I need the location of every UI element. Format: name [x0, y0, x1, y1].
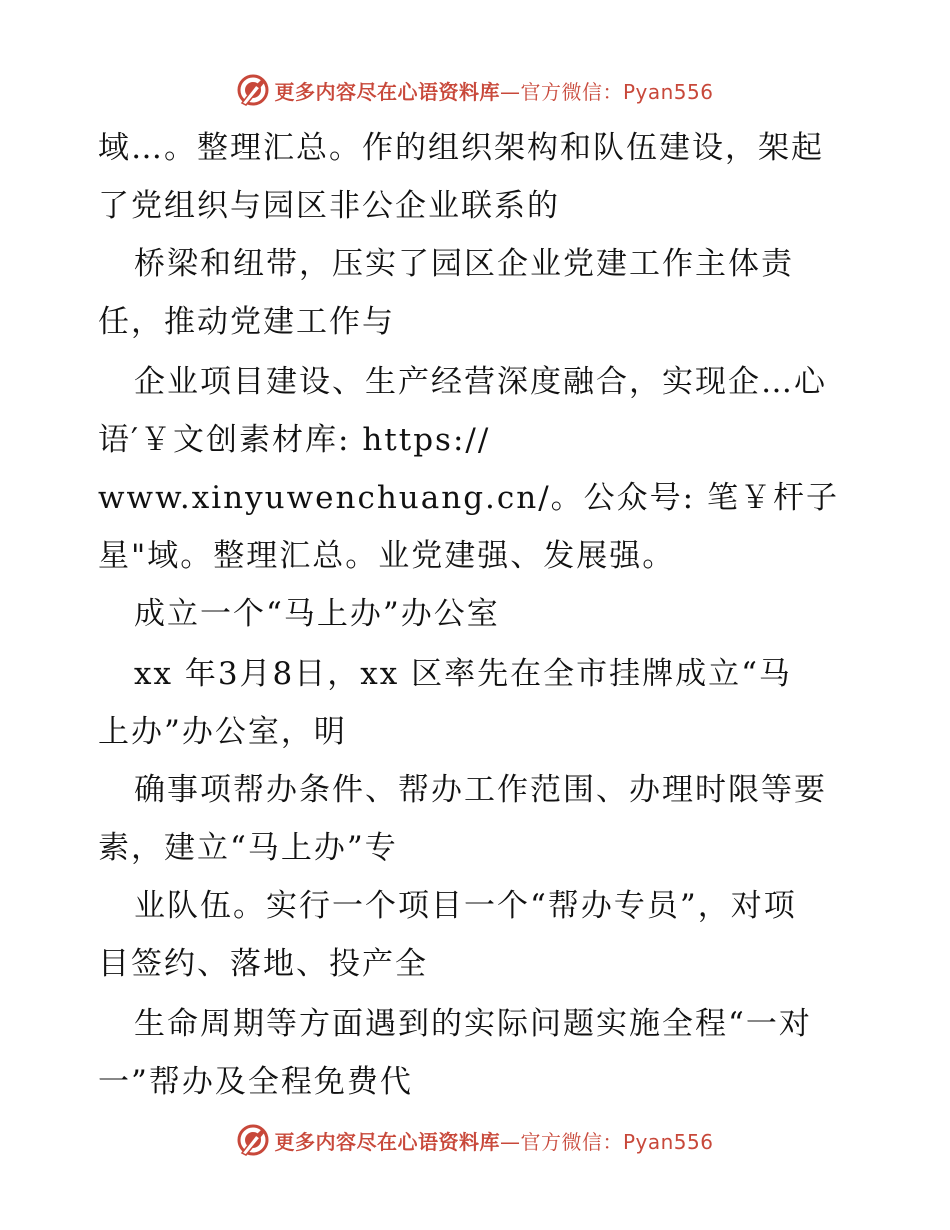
text-line: xx 年3月8日，xx 区率先在全市挂牌成立“马 [134, 656, 792, 692]
banner-separator: — [499, 1129, 521, 1154]
text-line: 业队伍。实行一个项目一个“帮办专员”，对项 [134, 888, 797, 924]
text-line: www.xinyuwenchuang.cn/。公众号: 笔￥杆子 [98, 480, 839, 516]
text-line: 生命周期等方面遇到的实际问题实施全程“一对 [134, 1006, 812, 1042]
header-banner [0, 70, 950, 110]
banner-wechat-text: 官方微信：Pyan556 [520, 1129, 714, 1154]
text-line: 了党组织与园区非公企业联系的 [98, 188, 560, 224]
text-line: 素，建立“马上办”专 [98, 830, 398, 866]
banner-text [274, 1126, 713, 1155]
text-line: 目签约、落地、投产全 [98, 946, 428, 982]
text-line: 星"域。整理汇总。业党建强、发展强。 [98, 538, 676, 574]
banner-main-text: 更多内容尽在心语资料库 [274, 79, 500, 104]
banner-text [274, 76, 713, 105]
text-line: 桥梁和纽带，压实了园区企业党建工作主体责 [134, 246, 794, 282]
banner-inner [236, 1123, 713, 1157]
text-line: 域…。整理汇总。作的组织架构和队伍建设，架起 [98, 130, 824, 166]
pen-logo-icon [236, 73, 270, 107]
banner-separator: — [499, 79, 521, 104]
text-line: 成立一个“马上办”办公室 [134, 596, 500, 632]
text-line: 一”帮办及全程免费代 [98, 1064, 413, 1100]
banner-main-text: 更多内容尽在心语资料库 [274, 1129, 500, 1154]
banner-wechat-text: 官方微信：Pyan556 [520, 79, 714, 104]
pen-logo-icon [236, 1123, 270, 1157]
text-line: 任，推动党建工作与 [98, 304, 395, 340]
footer-banner [0, 1120, 950, 1160]
text-line: 企业项目建设、生产经营深度融合，实现企…心 [134, 364, 827, 400]
text-line: 语′￥文创素材库: https:// [98, 422, 491, 458]
banner-inner [236, 73, 713, 107]
text-line: 上办”办公室，明 [98, 714, 347, 750]
text-line: 确事项帮办条件、帮办工作范围、办理时限等要 [134, 772, 827, 808]
